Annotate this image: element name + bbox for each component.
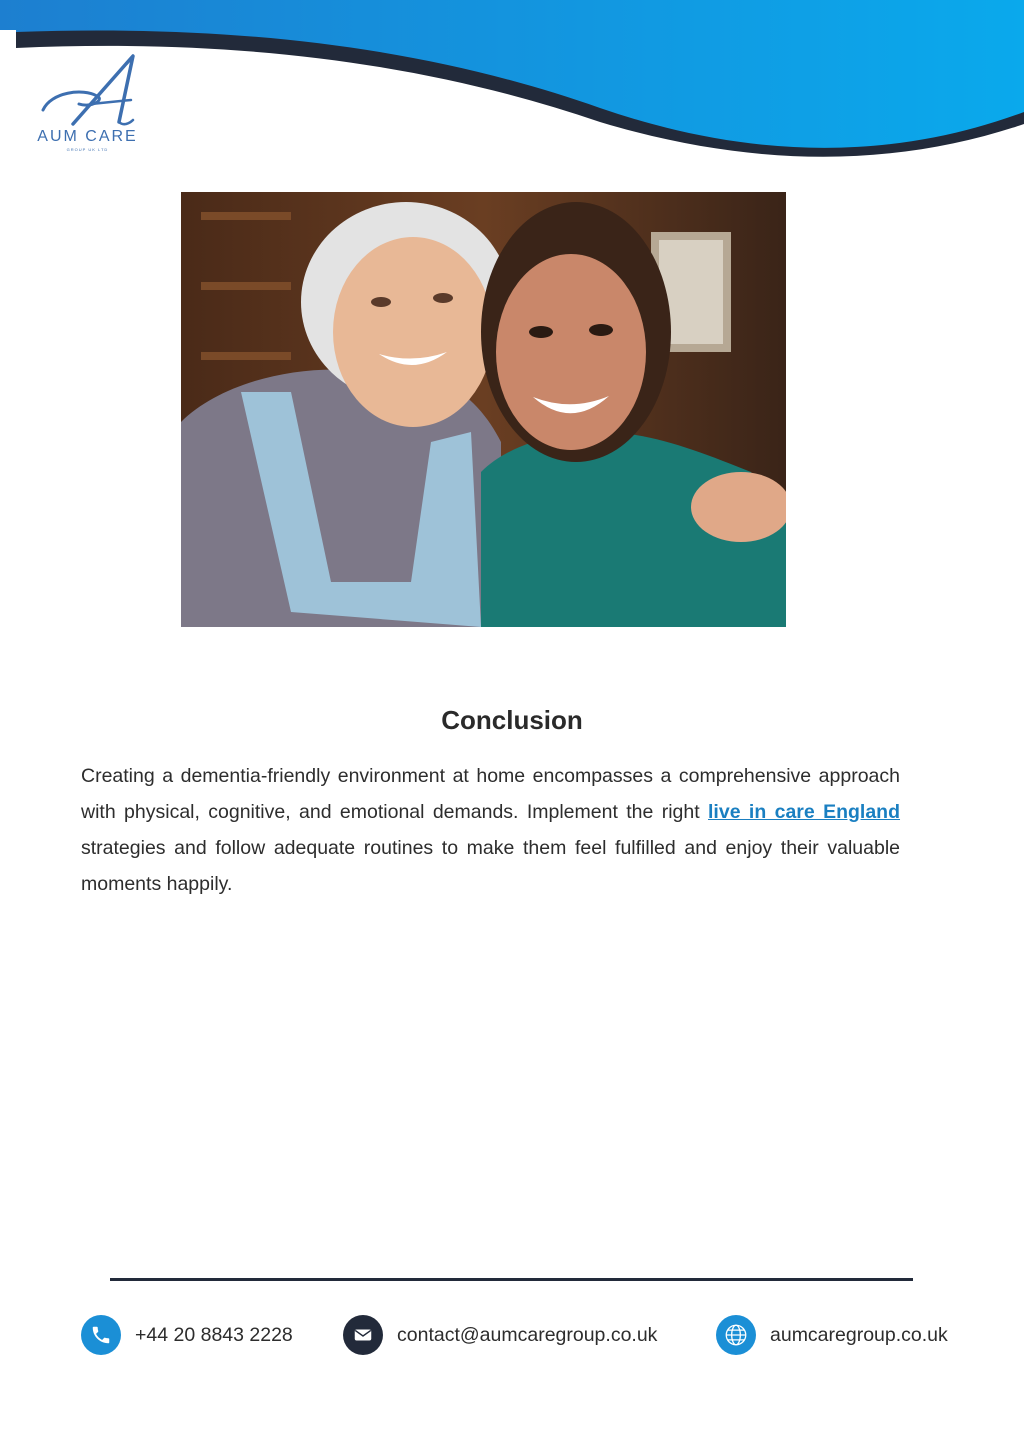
header-wave-banner xyxy=(0,0,1024,170)
globe-icon xyxy=(716,1315,756,1355)
caregiver-photo xyxy=(181,192,786,627)
conclusion-paragraph xyxy=(81,758,900,902)
email-address: contact@aumcaregroup.co.uk xyxy=(397,1323,658,1346)
paragraph-text-start: Creating a dementia-friendly environment at home encompasses a comprehensive approach with physical, cognitive, and emotional demands. Implement the right xyxy=(81,765,900,823)
footer-website[interactable] xyxy=(716,1314,948,1356)
footer-email[interactable] xyxy=(343,1314,657,1356)
envelope-icon xyxy=(343,1315,383,1355)
logo-subtitle: GROUP UK LTD xyxy=(66,147,109,152)
website-url: aumcaregroup.co.uk xyxy=(770,1323,948,1346)
conclusion-heading: Conclusion xyxy=(441,705,583,735)
logo-name: AUM CARE xyxy=(37,128,138,145)
footer-divider xyxy=(110,1278,913,1281)
company-logo[interactable] xyxy=(30,52,145,162)
logo-a-mark-icon xyxy=(33,52,143,132)
phone-number: +44 20 8843 2228 xyxy=(135,1323,293,1346)
footer-phone[interactable] xyxy=(81,1314,293,1356)
live-in-care-link[interactable]: live in care England xyxy=(708,801,901,823)
phone-icon xyxy=(81,1315,121,1355)
paragraph-text-end: strategies and follow adequate routines to make them feel fulfilled and enjoy their valuable moments happily. xyxy=(81,837,900,895)
